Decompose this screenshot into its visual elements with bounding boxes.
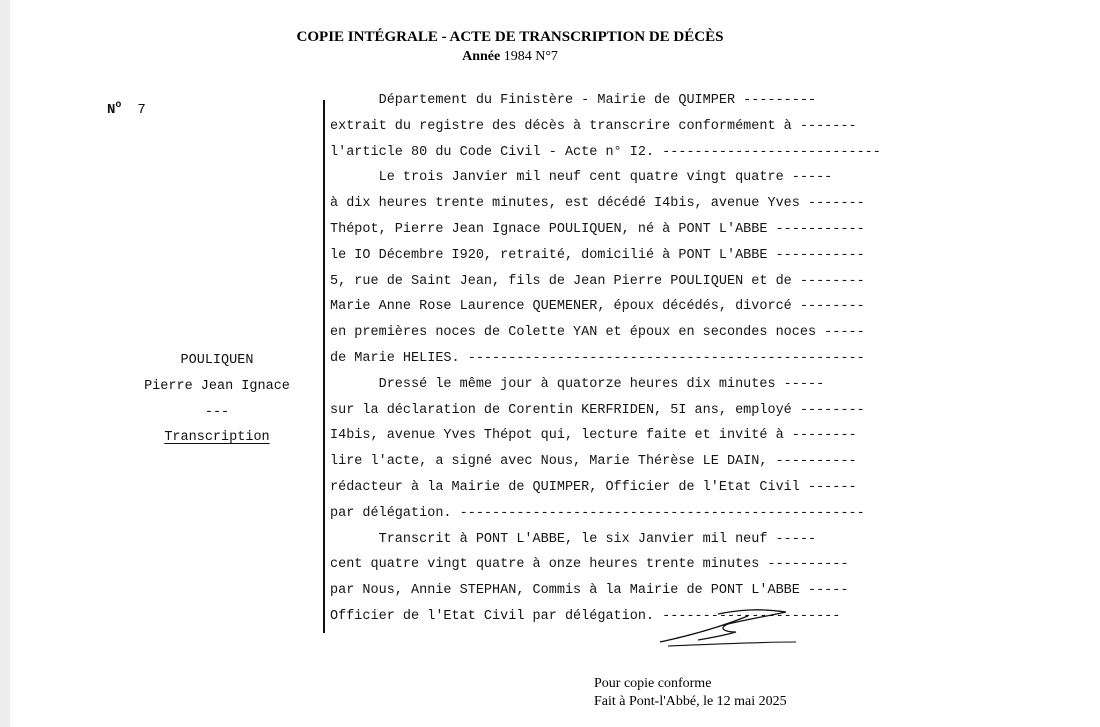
act-line: Officier de l'Etat Civil par délégation. ---------------------- xyxy=(330,608,841,624)
act-line: lire l'acte, a signé avec Nous, Marie Thérèse LE DAIN, ---------- xyxy=(330,454,857,470)
signature-mark xyxy=(658,602,798,650)
document-header xyxy=(10,28,1010,66)
margin-separator: --- xyxy=(204,404,230,420)
margin-rule xyxy=(323,100,325,633)
margin-annotation xyxy=(132,348,302,451)
act-line: 5, rue de Saint Jean, fils de Jean Pierre POULIQUEN et de -------- xyxy=(330,273,865,289)
certification-footer xyxy=(594,675,787,711)
act-number-prefix: N xyxy=(107,102,116,118)
document-page xyxy=(10,0,1100,727)
act-line: par Nous, Annie STEPHAN, Commis à la Mairie de PONT L'ABBE ----- xyxy=(330,583,849,599)
deceased-given-names: Pierre Jean Ignace xyxy=(144,378,290,394)
year-label: Année xyxy=(462,49,501,64)
act-line: Marie Anne Rose Laurence QUEMENER, époux décédés, divorcé -------- xyxy=(330,299,865,315)
act-line: Département du Finistère - Mairie de QUIMPER --------- xyxy=(330,93,817,108)
deceased-surname: POULIQUEN xyxy=(180,353,254,368)
transcription-label: Transcription xyxy=(164,430,270,446)
act-line: le IO Décembre I920, retraité, domicilié à PONT L'ABBE ----------- xyxy=(330,247,865,263)
act-number-value: 7 xyxy=(137,102,146,118)
act-line: de Marie HELIES. ------------------------------------------------- xyxy=(330,350,865,366)
act-line: sur la déclaration de Corentin KERFRIDEN, 5I ans, employé -------- xyxy=(330,402,865,418)
act-line: l'article 80 du Code Civil - Acte n° I2. --------------------------- xyxy=(330,144,881,160)
act-text xyxy=(330,88,910,630)
act-number xyxy=(107,100,146,118)
act-line: à dix heures trente minutes, est décédé I4bis, avenue Yves ------- xyxy=(330,196,865,212)
act-line: Le trois Janvier mil neuf cent quatre vingt quatre ----- xyxy=(330,170,833,186)
place-and-date: Fait à Pont-l'Abbé, le 12 mai 2025 xyxy=(594,694,787,709)
year-value: 1984 N°7 xyxy=(503,49,558,64)
act-line: Dressé le même jour à quatorze heures dix minutes ----- xyxy=(330,376,825,392)
act-line: Transcrit à PONT L'ABBE, le six Janvier mil neuf ----- xyxy=(330,531,817,547)
document-title: COPIE INTÉGRALE - ACTE DE TRANSCRIPTION DE DÉCÈS xyxy=(296,29,724,45)
act-line: en premières noces de Colette YAN et époux en secondes noces ----- xyxy=(330,325,865,341)
act-line: extrait du registre des décès à transcrire conformément à ------- xyxy=(330,118,857,134)
document-year xyxy=(10,47,1010,66)
act-number-superscript: o xyxy=(115,100,122,111)
act-line: cent quatre vingt quatre à onze heures trente minutes ---------- xyxy=(330,557,849,573)
act-line: rédacteur à la Mairie de QUIMPER, Officier de l'Etat Civil ------ xyxy=(330,479,857,495)
act-line: par délégation. -------------------------------------------------- xyxy=(330,505,865,521)
certified-copy-label: Pour copie conforme xyxy=(594,676,712,691)
act-line: Thépot, Pierre Jean Ignace POULIQUEN, né à PONT L'ABBE ----------- xyxy=(330,221,865,237)
act-line: I4bis, avenue Yves Thépot qui, lecture faite et invité à -------- xyxy=(330,428,857,444)
